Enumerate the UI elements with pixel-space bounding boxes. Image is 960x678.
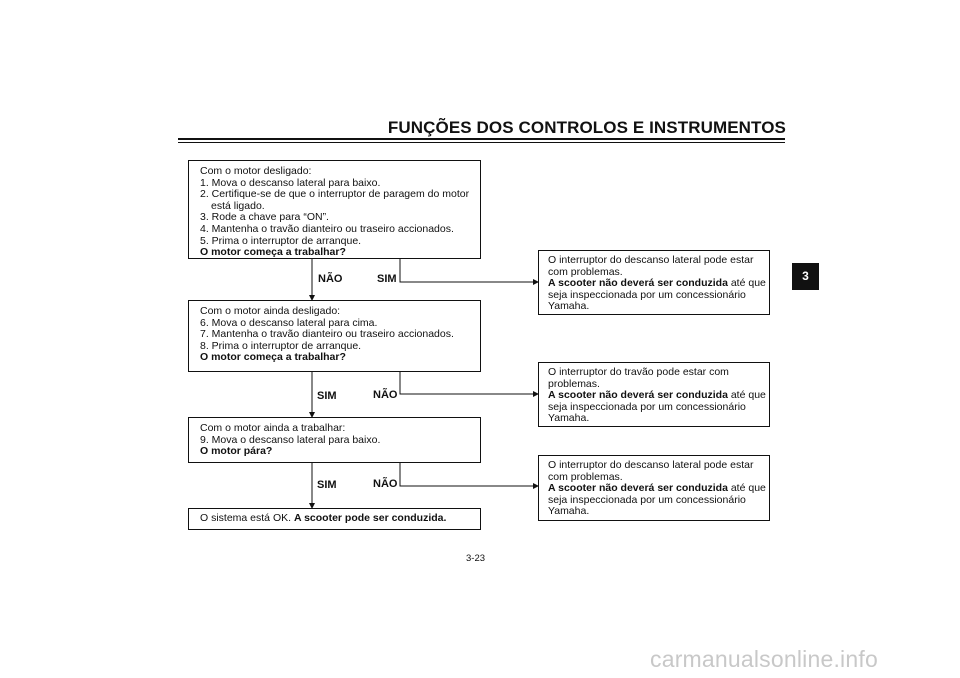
result1-tail: até que xyxy=(727,277,766,290)
result3-line: O interruptor do descanso lateral pode estar xyxy=(548,459,754,471)
page-number: 3-23 xyxy=(466,553,486,564)
label-yes: SIM xyxy=(317,479,337,491)
result1-line: com problemas. xyxy=(548,265,623,278)
step1-line: está ligado. xyxy=(211,199,265,212)
label-no: NÃO xyxy=(373,478,398,490)
step1-box xyxy=(188,160,481,259)
step2-line: 8. Prima o interruptor de arranque. xyxy=(200,339,362,352)
result1-line: seja inspeccionada por um concessionário xyxy=(548,288,746,301)
step2-line: 6. Mova o descanso lateral para cima. xyxy=(200,316,378,329)
result3-box xyxy=(538,455,770,521)
result1-box xyxy=(538,250,770,315)
result2-tail: até que xyxy=(727,389,766,402)
label-no: NÃO xyxy=(373,389,398,401)
result2-line: seja inspeccionada por um concessionário xyxy=(548,400,746,413)
step1-line: Com o motor desligado: xyxy=(200,165,312,177)
label-yes: SIM xyxy=(377,273,397,285)
page-title: FUNÇÕES DOS CONTROLOS E INSTRUMENTOS xyxy=(387,118,786,137)
step1-line: 3. Rode a chave para “ON”. xyxy=(200,211,329,224)
result2-line: Yamaha. xyxy=(548,412,590,425)
step3-question: O motor pára? xyxy=(200,445,273,458)
step2-box xyxy=(188,300,481,372)
step1-line: 4. Mantenha o travão dianteiro ou traseiro accionados. xyxy=(200,222,454,235)
watermark: carmanualsonline.info xyxy=(650,646,878,672)
step3-line: Com o motor ainda a trabalhar: xyxy=(200,422,346,434)
result2-line: problemas. xyxy=(548,377,600,390)
step1-line: 5. Prima o interruptor de arranque. xyxy=(200,234,362,247)
result1-line: O interruptor do descanso lateral pode estar xyxy=(548,254,754,266)
result1-warning: A scooter não deverá ser conduzida xyxy=(548,277,728,290)
step2-question: O motor começa a trabalhar? xyxy=(200,351,346,364)
label-no: NÃO xyxy=(318,273,343,285)
arrow-step1-to-result1 xyxy=(400,259,538,282)
final-box xyxy=(188,508,481,530)
step3-line: 9. Mova o descanso lateral para baixo. xyxy=(200,433,381,446)
result2-box xyxy=(538,362,770,427)
result2-line: O interruptor do travão pode estar com xyxy=(548,366,729,378)
final-text: O sistema está OK. xyxy=(200,512,292,524)
result3-warning: A scooter não deverá ser conduzida xyxy=(548,482,728,495)
result3-line: Yamaha. xyxy=(548,505,590,518)
label-yes: SIM xyxy=(317,390,337,402)
step1-line: 1. Mova o descanso lateral para baixo. xyxy=(200,176,381,189)
result3-tail: até que xyxy=(727,482,766,495)
arrow-step3-to-result3 xyxy=(400,463,538,486)
step2-line: 7. Mantenha o travão dianteiro ou traseiro accionados. xyxy=(200,328,454,341)
step1-line: 2. Certifique-se de que o interruptor de paragem do motor xyxy=(200,188,470,201)
arrow-step2-to-result2 xyxy=(400,372,538,394)
result1-line: Yamaha. xyxy=(548,300,590,313)
result3-line: com problemas. xyxy=(548,470,623,483)
result2-warning: A scooter não deverá ser conduzida xyxy=(548,389,728,402)
result3-line: seja inspeccionada por um concessionário xyxy=(548,493,746,506)
step2-line: Com o motor ainda desligado: xyxy=(200,305,341,317)
final-bold: A scooter pode ser conduzida. xyxy=(293,512,447,524)
step1-question: O motor começa a trabalhar? xyxy=(200,246,346,259)
chapter-tab[interactable]: 3 xyxy=(792,263,819,290)
step3-box xyxy=(188,417,481,463)
